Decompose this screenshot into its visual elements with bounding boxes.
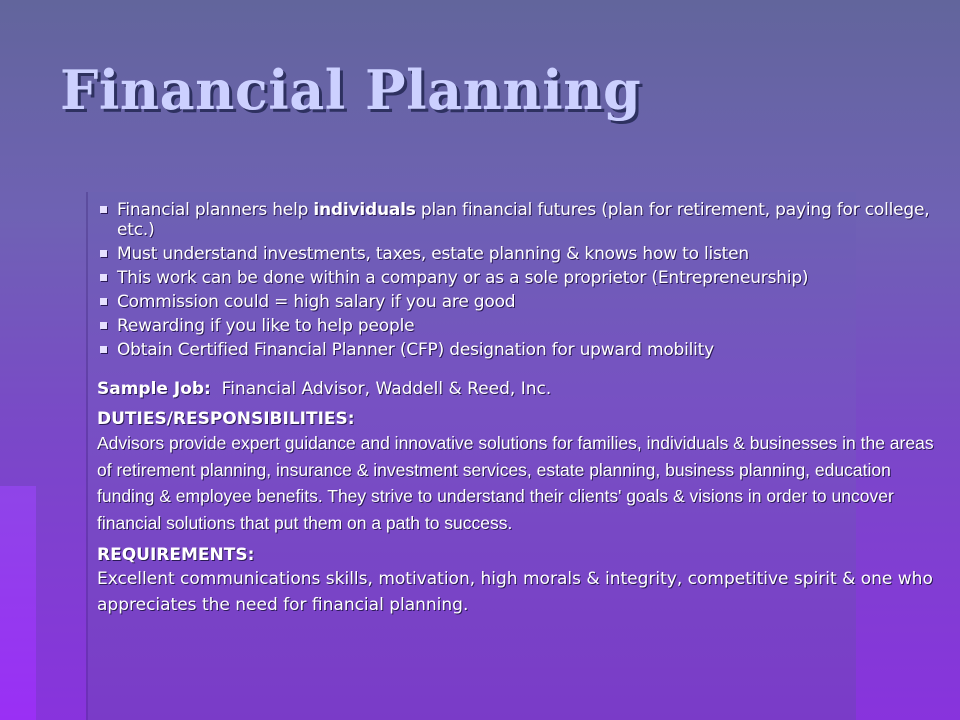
bullet-item: Commission could = high salary if you are good [97,292,937,312]
bullet-item: This work can be done within a company or as a sole proprietor (Entrepreneurship) [97,268,937,288]
bullet-list [97,200,937,360]
sample-job-label: Sample Job: [97,379,211,399]
duties-heading: DUTIES/RESPONSIBILITIES: [97,409,355,429]
slide-title: Financial Planning [60,58,642,122]
duties-text: Advisors provide expert guidance and innovative solutions for families, individuals & businesses in the areas of retirement planning, insurance & investment services, estate planning, business planning, education funding & employee benefits. They strive to understand their clients' goals & visions in order to uncover financial solutions that put them on a path to success. [97,433,934,533]
requirements-heading: REQUIREMENTS: [97,545,255,565]
bullet-item: Financial planners help individuals plan financial futures (plan for retirement, paying for college, etc.) [97,200,937,240]
decorative-left-strip [0,486,36,720]
sample-job-value: Financial Advisor, Waddell & Reed, Inc. [210,379,552,399]
bullet-item: Obtain Certified Financial Planner (CFP) designation for upward mobility [97,340,937,360]
bullet-item: Rewarding if you like to help people [97,316,937,336]
requirements-text: Excellent communications skills, motivation, high morals & integrity, competitive spirit & one who appreciates the need for financial planning. [97,569,933,615]
slide-body [97,200,937,618]
bullet-item: Must understand investments, taxes, estate planning & knows how to listen [97,244,937,264]
sample-job-line [97,378,937,400]
